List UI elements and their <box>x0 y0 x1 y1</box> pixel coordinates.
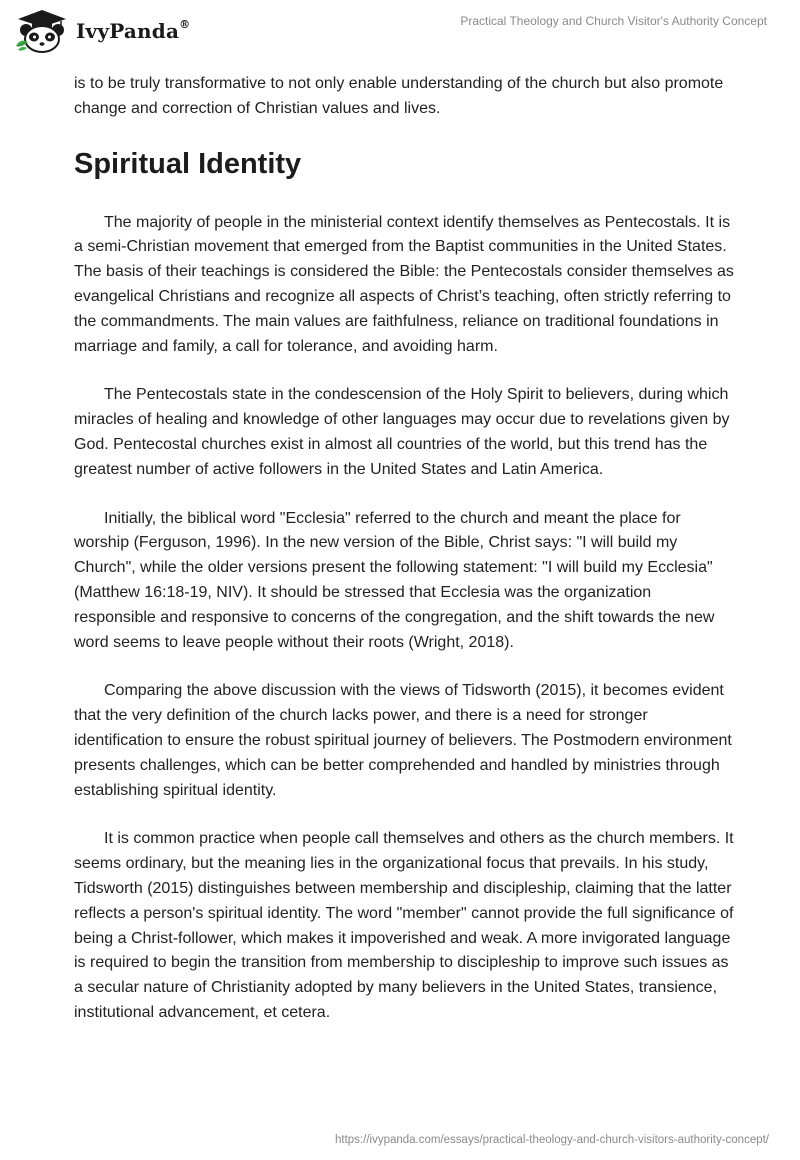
brand-name: IvyPanda <box>76 19 180 43</box>
footer-source-url[interactable]: https://ivypanda.com/essays/practical-theology-and-church-visitors-authority-concept/ <box>335 1134 769 1146</box>
intro-paragraph: is to be truly transformative to not only enable understanding of the church but also promote change and correction of Christian values and lives. <box>74 75 724 117</box>
paragraph: The Pentecostals state in the condescension of the Holy Spirit to believers, during which miracles of healing and knowledge of other languages may occur due to revelations given by God. Pentecostal churches exist in almost all countries of the world, but this trend has the greatest number of active followers in the United States and Latin America. <box>74 386 730 478</box>
section-heading: Spiritual Identity <box>74 147 302 180</box>
paragraph: Comparing the above discussion with the views of Tidsworth (2015), it becomes evident that the very definition of the church lacks power, and there is a need for stronger identification to ensure the robust spiritual journey of believers. The Postmodern environment presents challenges, which can be better comprehended and handled by ministries through establishing spiritual identity. <box>74 682 732 799</box>
paragraph: The majority of people in the ministerial context identify themselves as Pentecostals. It is a semi-Christian movement that emerged from the Baptist communities in the United States. The basis of their teachings is considered the Bible: the Pentecostals consider themselves as evangelical Christians and recognize all aspects of Christ’s teaching, often strictly referring to the commandments. The main values are faithfulness, reliance on traditional foundations in marriage and family, a call for tolerance, and avoiding harm. <box>74 213 734 355</box>
brand-logo-text[interactable] <box>76 19 190 43</box>
paragraph: Initially, the biblical word "Ecclesia" referred to the church and meant the place for worship (Ferguson, 1996). In the new version of the Bible, Christ says: "I will build my Church", while the older versions present the following statement: "I will build my Ecclesia" (Matthew 16:18-19, NIV). It should be stressed that Ecclesia was the organization responsible and responsive to concerns of the congregation, and the shift towards the new word seems to leave people without their roots (Wright, 2018). <box>74 509 715 651</box>
panda-graduate-icon[interactable] <box>14 8 70 54</box>
registered-mark: ® <box>179 18 191 32</box>
article-body <box>74 72 734 1050</box>
document-title: Practical Theology and Church Visitor's Authority Concept <box>460 14 767 28</box>
page-header <box>0 0 800 62</box>
paragraph: It is common practice when people call themselves and others as the church members. It seems ordinary, but the meaning lies in the organizational focus that prevails. In his study, Tidsworth (2015) distinguishes between membership and discipleship, claiming that the latter reflects a person's spiritual identity. The word "member" cannot provide the full significance of being a Christ-follower, which makes it impoverished and weak. A more invigorated language is required to begin the transition from membership to discipleship to improve such issues as a secular nature of Christianity adopted by many believers in the United States, transience, institutional advancement, et cetera. <box>74 830 734 1021</box>
